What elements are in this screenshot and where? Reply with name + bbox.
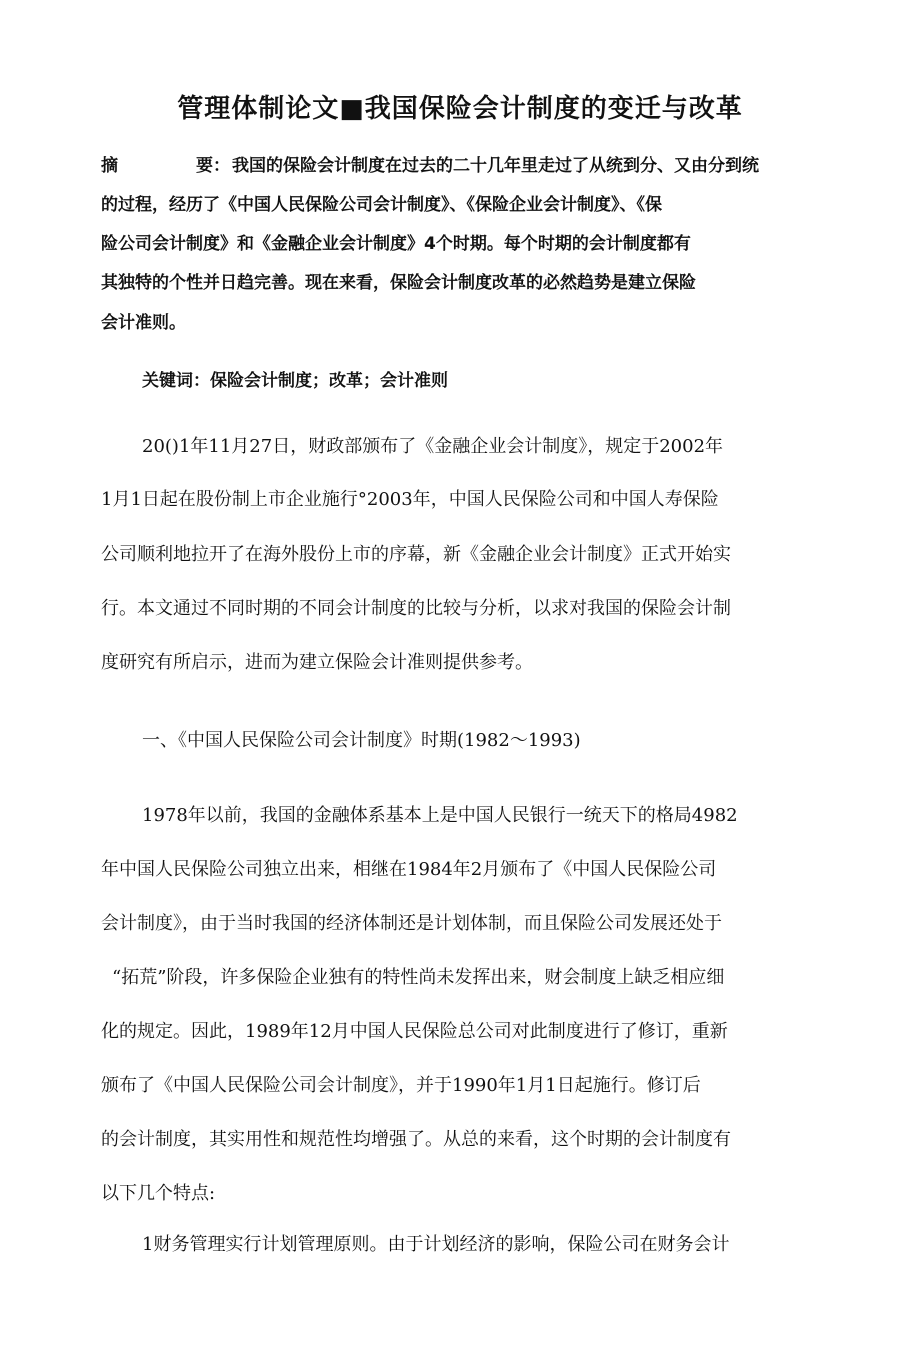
body-line: 的会计制度，其实用性和规范性均增强了。从总的来看，这个时期的会计制度有 <box>101 1129 731 1150</box>
body-line: “拓荒”阶段，许多保险企业独有的特性尚未发挥出来，财会制度上缺乏相应细 <box>112 967 725 988</box>
abstract-label-a: 摘 <box>101 156 118 176</box>
abstract-line: 的过程，经历了《中国人民保险公司会计制度》、《保险企业会计制度》、《保 <box>101 195 662 215</box>
document-title: 管理体制论文■我国保险会计制度的变迁与改革 <box>177 94 743 124</box>
body-line: 化的规定。因此，1989年12月中国人民保险总公司对此制度进行了修订，重新 <box>101 1021 728 1042</box>
body-line: 颁布了《中国人民保险公司会计制度》，并于1990年1月1日起施行。修订后 <box>101 1075 701 1096</box>
abstract-line: 其独特的个性并日趋完善。现在来看，保险会计制度改革的必然趋势是建立保险 <box>101 273 696 293</box>
keywords: 关键词：保险会计制度；改革；会计准则 <box>142 371 448 391</box>
body-line: 以下几个特点: <box>101 1183 216 1204</box>
body-line: 年中国人民保险公司独立出来，相继在1984年2月颁布了《中国人民保险公司 <box>101 859 717 880</box>
intro-line: 20()1年11月27日，财政部颁布了《金融企业会计制度》，规定于2002年 <box>142 436 724 457</box>
intro-line: 公司顺利地拉开了在海外股份上市的序幕，新《金融企业会计制度》正式开始实 <box>101 544 731 565</box>
abstract-line: 会计准则。 <box>101 313 186 333</box>
intro-line: 1月1日起在股份制上市企业施行°2003年，中国人民保险公司和中国人寿保险 <box>101 489 719 510</box>
abstract-line: 我国的保险会计制度在过去的二十几年里走过了从统到分、又由分到统 <box>232 156 759 176</box>
abstract-label-b: 要： <box>196 156 230 176</box>
section-heading: 一、《中国人民保险公司会计制度》时期(1982～1993) <box>142 730 581 751</box>
intro-line: 度研究有所启示，进而为建立保险会计准则提供参考。 <box>101 652 533 673</box>
point-line: 1财务管理实行计划管理原则。由于计划经济的影响，保险公司在财务会计 <box>142 1234 730 1255</box>
body-line: 1978年以前，我国的金融体系基本上是中国人民银行一统天下的格局4982 <box>142 805 738 826</box>
intro-line: 行。本文通过不同时期的不同会计制度的比较与分析，以求对我国的保险会计制 <box>101 598 731 619</box>
body-line: 会计制度》，由于当时我国的经济体制还是计划体制，而且保险公司发展还处于 <box>101 913 722 934</box>
abstract-line: 险公司会计制度》和《金融企业会计制度》4个时期。每个时期的会计制度都有 <box>101 234 691 254</box>
